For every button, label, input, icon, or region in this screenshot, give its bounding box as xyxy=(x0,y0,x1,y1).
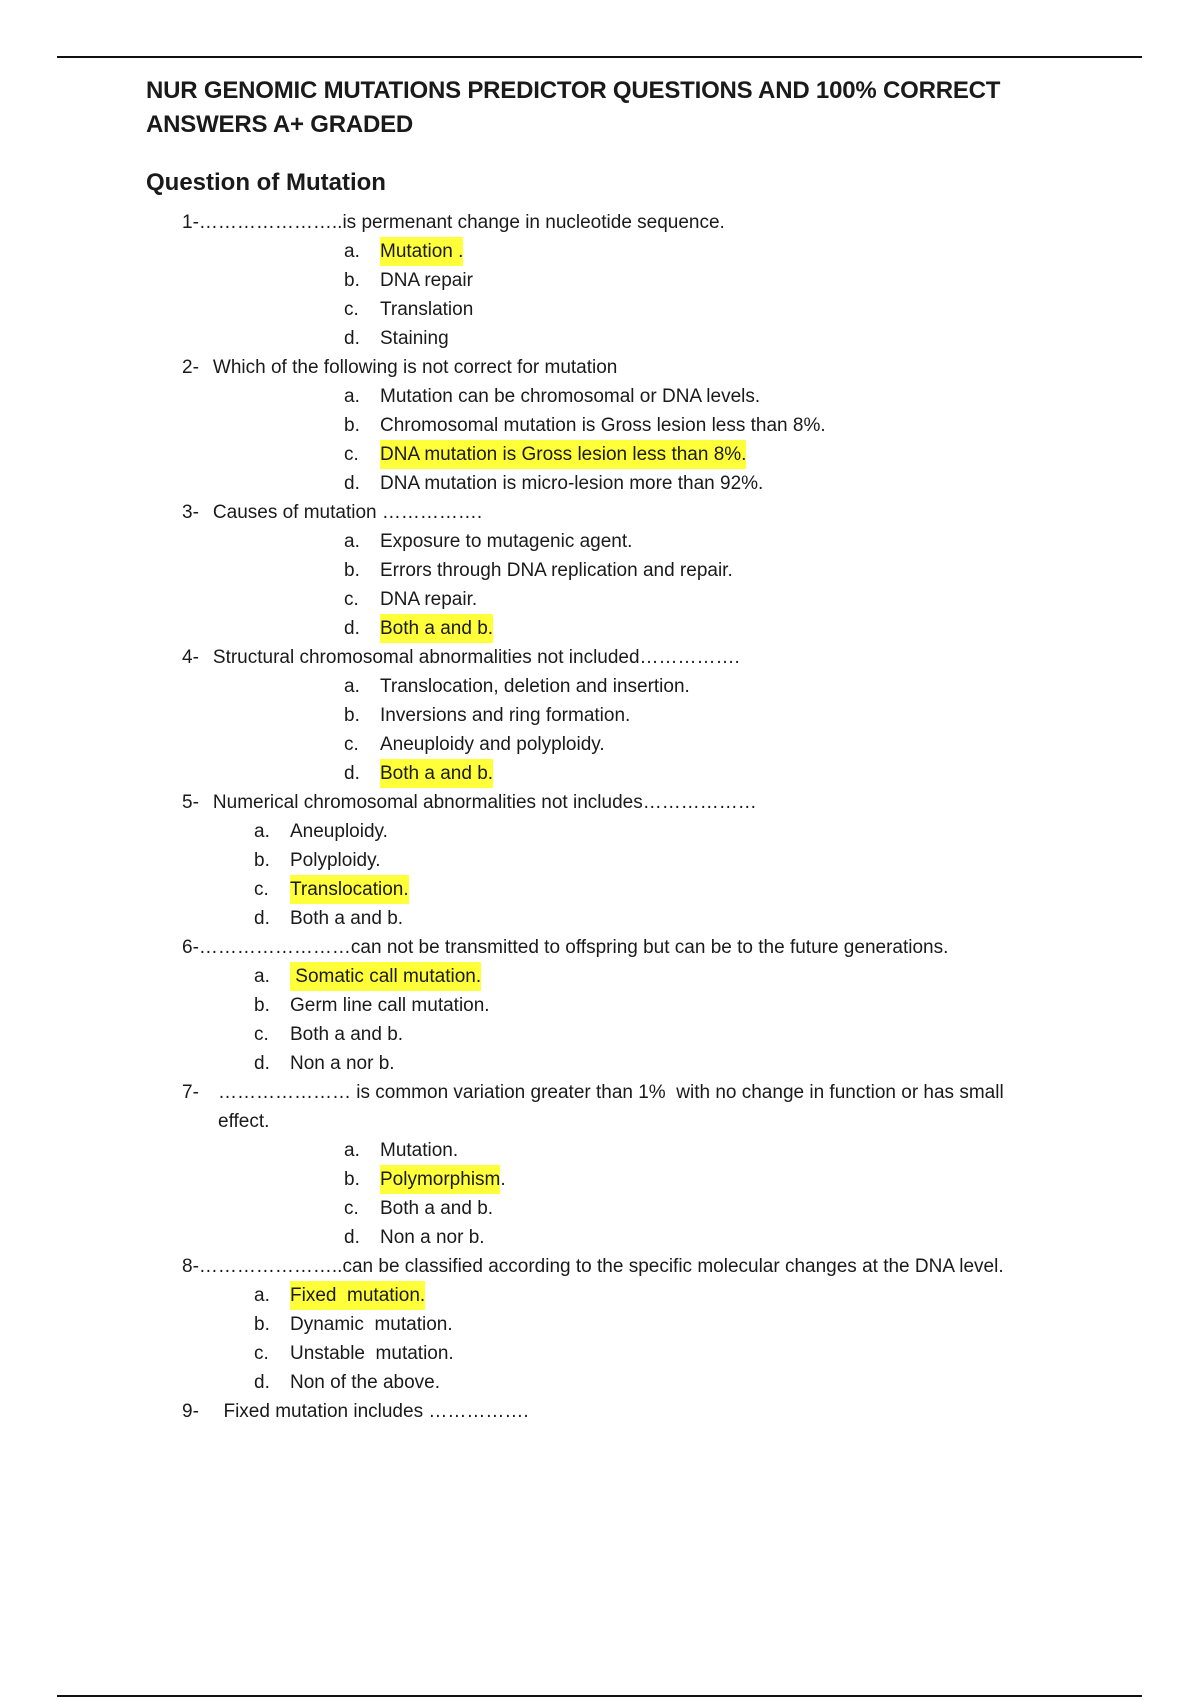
question-stem xyxy=(146,788,1046,817)
question-number: 8- xyxy=(182,1256,199,1277)
answer-option xyxy=(146,614,1046,643)
option-letter: b. xyxy=(344,560,360,581)
option-letter: a. xyxy=(344,531,360,552)
section-heading: Question of Mutation xyxy=(146,169,386,196)
question-1 xyxy=(146,208,1046,353)
option-letter: d. xyxy=(344,473,360,494)
bottom-rule xyxy=(57,1695,1142,1697)
answer-options xyxy=(146,1281,1046,1397)
option-letter: c. xyxy=(254,879,269,900)
document-title xyxy=(146,74,1046,142)
answer-option xyxy=(146,324,1046,353)
option-text: Chromosomal mutation is Gross lesion less than 8%. xyxy=(380,415,826,436)
option-letter: d. xyxy=(254,1372,270,1393)
option-text: Both a and b. xyxy=(380,1198,494,1219)
option-text: Errors through DNA replication and repair. xyxy=(380,560,733,581)
question-number: 3- xyxy=(182,502,199,523)
answer-option xyxy=(146,1020,1046,1049)
correct-answer-highlight: Mutation . xyxy=(380,237,463,266)
question-number: 4- xyxy=(182,647,199,668)
answer-option xyxy=(146,1136,1046,1165)
question-number: 5- xyxy=(182,792,199,813)
document-page xyxy=(146,74,1046,1426)
answer-options xyxy=(146,237,1046,353)
answer-options xyxy=(146,817,1046,933)
question-number: 2- xyxy=(182,357,199,378)
option-text: Dynamic mutation. xyxy=(290,1314,453,1335)
answer-option xyxy=(146,1310,1046,1339)
question-text: …………………..is permenant change in nucleotide sequence. xyxy=(198,212,725,233)
option-text: Mutation. xyxy=(380,1140,459,1161)
answer-option xyxy=(146,382,1046,411)
correct-answer-highlight: Polymorphism xyxy=(380,1165,500,1194)
question-text: …………………..can be classified according to the specific molecular changes at the DNA level. xyxy=(198,1256,1004,1277)
question-7 xyxy=(146,1078,1046,1252)
question-6 xyxy=(146,933,1046,1078)
question-2 xyxy=(146,353,1046,498)
correct-answer-highlight: Both a and b. xyxy=(380,759,493,788)
question-5 xyxy=(146,788,1046,933)
answer-option xyxy=(146,1368,1046,1397)
option-text: Aneuploidy. xyxy=(290,821,388,842)
option-letter: b. xyxy=(254,1314,270,1335)
question-stem xyxy=(146,353,1046,382)
answer-option xyxy=(146,1223,1046,1252)
option-letter: d. xyxy=(254,1053,270,1074)
question-number: 6- xyxy=(182,937,199,958)
question-text: Numerical chromosomal abnormalities not includes……………… xyxy=(212,792,757,813)
option-suffix: . xyxy=(500,1169,506,1190)
answer-option xyxy=(146,1049,1046,1078)
option-letter: b. xyxy=(344,705,360,726)
option-letter: b. xyxy=(344,415,360,436)
correct-answer-highlight: Both a and b. xyxy=(380,614,493,643)
option-text: Polyploidy. xyxy=(290,850,381,871)
answer-option xyxy=(146,469,1046,498)
option-text: DNA repair. xyxy=(380,589,478,610)
title-line-1: NUR GENOMIC MUTATIONS PREDICTOR QUESTIONS AND 100% CORRECT xyxy=(146,77,1001,104)
option-letter: a. xyxy=(254,821,270,842)
question-stem xyxy=(146,933,1046,962)
option-letter: c. xyxy=(344,734,359,755)
option-letter: a. xyxy=(344,676,360,697)
option-text: Non of the above. xyxy=(290,1372,440,1393)
answer-option xyxy=(146,237,1046,266)
option-letter: a. xyxy=(344,386,360,407)
question-4 xyxy=(146,643,1046,788)
question-text: ………………… is common variation greater than 1% with no change in function or has small effect. xyxy=(218,1082,1009,1132)
answer-option xyxy=(146,672,1046,701)
option-letter: d. xyxy=(254,908,270,929)
option-text: Non a nor b. xyxy=(380,1227,485,1248)
answer-option xyxy=(146,295,1046,324)
option-letter: a. xyxy=(254,1285,270,1306)
answer-option xyxy=(146,1165,1046,1194)
answer-option xyxy=(146,875,1046,904)
option-text: Non a nor b. xyxy=(290,1053,395,1074)
answer-option xyxy=(146,962,1046,991)
option-letter: b. xyxy=(254,995,270,1016)
option-letter: a. xyxy=(344,1140,360,1161)
answer-option xyxy=(146,585,1046,614)
option-text: Inversions and ring formation. xyxy=(380,705,631,726)
question-text: Fixed mutation includes ……………. xyxy=(212,1401,529,1422)
option-letter: a. xyxy=(344,241,360,262)
question-text: Causes of mutation ……………. xyxy=(212,502,483,523)
option-text: Both a and b. xyxy=(290,1024,404,1045)
answer-option xyxy=(146,991,1046,1020)
question-text: Which of the following is not correct for mutation xyxy=(212,357,618,378)
question-number: 1- xyxy=(182,212,199,233)
answer-options xyxy=(146,527,1046,643)
answer-option xyxy=(146,701,1046,730)
question-text: Structural chromosomal abnormalities not included……………. xyxy=(212,647,740,668)
question-3 xyxy=(146,498,1046,643)
correct-answer-highlight: Somatic call mutation. xyxy=(290,962,481,991)
option-letter: c. xyxy=(344,589,359,610)
answer-options xyxy=(146,672,1046,788)
option-text: Unstable mutation. xyxy=(290,1343,454,1364)
option-text: Aneuploidy and polyploidy. xyxy=(380,734,605,755)
answer-option xyxy=(146,904,1046,933)
question-8 xyxy=(146,1252,1046,1397)
option-text: Translation xyxy=(380,299,474,320)
question-stem xyxy=(146,498,1046,527)
answer-option xyxy=(146,1339,1046,1368)
option-letter: b. xyxy=(344,1169,360,1190)
option-text: Exposure to mutagenic agent. xyxy=(380,531,633,552)
top-rule xyxy=(57,56,1142,58)
option-text: Both a and b. xyxy=(290,908,404,929)
answer-options xyxy=(146,1136,1046,1252)
question-stem xyxy=(146,208,1046,237)
answer-option xyxy=(146,846,1046,875)
option-text: DNA repair xyxy=(380,270,473,291)
option-letter: d. xyxy=(344,328,360,349)
option-text: Mutation can be chromosomal or DNA levels. xyxy=(380,386,761,407)
question-stem xyxy=(146,1078,1046,1136)
option-letter: a. xyxy=(254,966,270,987)
option-text: Germ line call mutation. xyxy=(290,995,490,1016)
answer-option xyxy=(146,1281,1046,1310)
option-text: Translocation, deletion and insertion. xyxy=(380,676,690,697)
answer-option xyxy=(146,759,1046,788)
answer-option xyxy=(146,1194,1046,1223)
question-number: 7- xyxy=(182,1082,199,1103)
option-letter: c. xyxy=(254,1024,269,1045)
answer-option xyxy=(146,556,1046,585)
question-number: 9- xyxy=(182,1401,199,1422)
question-list xyxy=(146,208,1046,1426)
answer-option xyxy=(146,730,1046,759)
option-letter: d. xyxy=(344,618,360,639)
option-letter: c. xyxy=(344,444,359,465)
option-letter: d. xyxy=(344,763,360,784)
option-letter: b. xyxy=(344,270,360,291)
option-letter: d. xyxy=(344,1227,360,1248)
option-letter: b. xyxy=(254,850,270,871)
correct-answer-highlight: Fixed mutation. xyxy=(290,1281,425,1310)
question-stem xyxy=(146,1397,1046,1426)
answer-option xyxy=(146,266,1046,295)
answer-option xyxy=(146,440,1046,469)
question-stem xyxy=(146,643,1046,672)
option-letter: c. xyxy=(344,299,359,320)
correct-answer-highlight: DNA mutation is Gross lesion less than 8%. xyxy=(380,440,746,469)
question-9 xyxy=(146,1397,1046,1426)
option-text: DNA mutation is micro-lesion more than 92%. xyxy=(380,473,764,494)
answer-options xyxy=(146,382,1046,498)
answer-options xyxy=(146,962,1046,1078)
answer-option xyxy=(146,411,1046,440)
answer-option xyxy=(146,527,1046,556)
title-line-2: ANSWERS A+ GRADED xyxy=(146,111,414,138)
option-text: Staining xyxy=(380,328,449,349)
option-letter: c. xyxy=(344,1198,359,1219)
correct-answer-highlight: Translocation. xyxy=(290,875,409,904)
question-stem xyxy=(146,1252,1046,1281)
question-text: ……………………can not be transmitted to offspring but can be to the future generations. xyxy=(198,937,949,958)
answer-option xyxy=(146,817,1046,846)
option-letter: c. xyxy=(254,1343,269,1364)
